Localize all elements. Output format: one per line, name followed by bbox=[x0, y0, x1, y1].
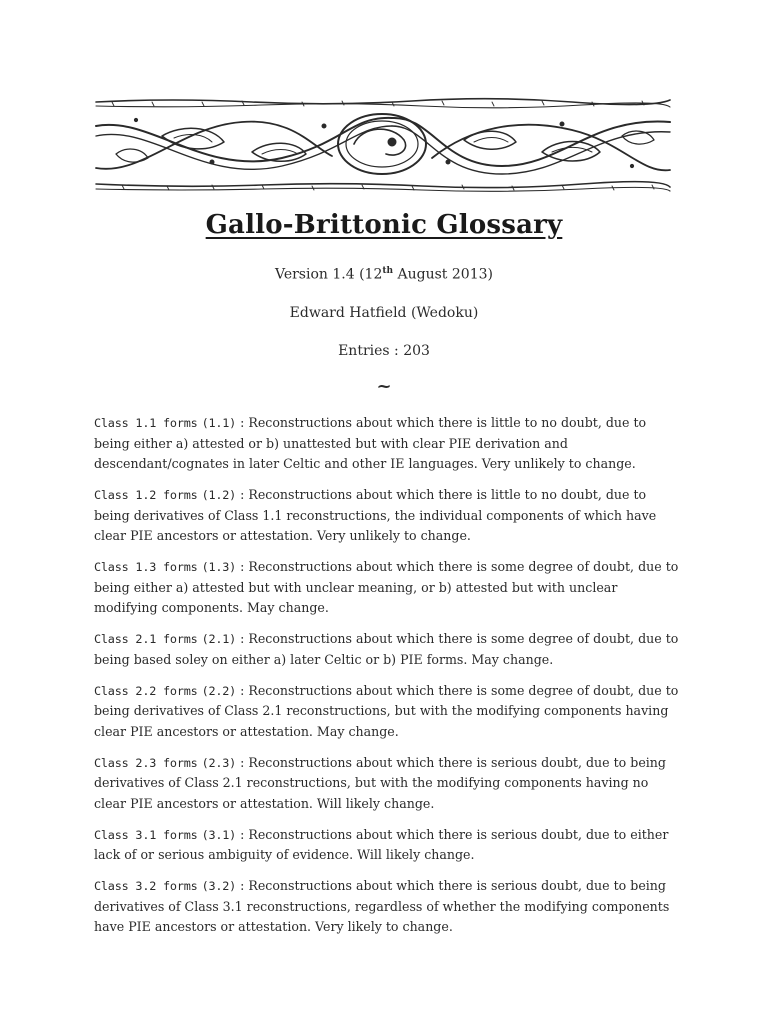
class-code: (3.2) bbox=[201, 879, 237, 893]
class-code: (2.2) bbox=[201, 683, 237, 698]
class-name: Class 3.1 forms bbox=[94, 827, 198, 842]
class-name: Class 1.1 forms bbox=[94, 416, 198, 430]
class-name: Class 1.2 forms bbox=[94, 488, 198, 502]
class-description: : Reconstructions about which there is serious doubt, due to being derivatives of Class 3.1 reconstructions, regardless of whether the modifying components have PIE ancestors or attestation. Very likely to change. bbox=[94, 878, 670, 934]
version-superscript: th bbox=[382, 266, 394, 276]
class-description: : Reconstructions about which there is some degree of doubt, due to being based soley on either a) later Celtic or b) PIE forms. May change. bbox=[94, 631, 679, 667]
document-title: Gallo-Brittonic Glossary bbox=[205, 210, 563, 240]
class-code: (2.1) bbox=[201, 632, 237, 646]
class-entry bbox=[94, 681, 684, 743]
class-name: Class 2.3 forms bbox=[94, 755, 198, 770]
class-code: (1.1) bbox=[201, 416, 237, 430]
celtic-knot-banner-illustration bbox=[92, 96, 674, 194]
class-name: Class 1.3 forms bbox=[94, 560, 198, 574]
version-prefix: Version 1.4 (12 bbox=[275, 266, 383, 283]
entries-count: Entries : 203 bbox=[338, 343, 430, 359]
class-description: : Reconstructions about which there is little to no doubt, due to being derivatives of Class 1.1 reconstructions, the individual components of which have clear PIE ancestors or attestation. Very unlikely to change. bbox=[94, 487, 657, 543]
section-separator: ~ bbox=[376, 376, 392, 397]
class-code: (2.3) bbox=[201, 755, 237, 770]
class-description: : Reconstructions about which there is serious doubt, due to either lack of or serious ambiguity of evidence. Will likely change. bbox=[94, 826, 669, 862]
class-description: : Reconstructions about which there is little to no doubt, due to being either a) attested or b) unattested but with clear PIE derivation and descendant/cognates in later Celtic and other IE languages. Very unlikely to change. bbox=[94, 415, 647, 471]
class-entry bbox=[94, 557, 684, 619]
class-entry bbox=[94, 413, 684, 475]
class-definitions-list bbox=[94, 413, 684, 948]
class-name: Class 2.2 forms bbox=[94, 683, 198, 698]
class-description: : Reconstructions about which there is some degree of doubt, due to being either a) attested but with unclear meaning, or b) attested but with unclear modifying components. May change. bbox=[94, 559, 679, 615]
class-description: : Reconstructions about which there is serious doubt, due to being derivatives of Class 2.1 reconstructions, but with the modifying components having no clear PIE ancestors or attestation. Will likely change. bbox=[94, 754, 666, 811]
class-entry bbox=[94, 629, 684, 670]
class-name: Class 2.1 forms bbox=[94, 632, 198, 646]
version-line bbox=[0, 266, 768, 283]
class-entry bbox=[94, 753, 684, 815]
class-code: (3.1) bbox=[201, 827, 237, 842]
author-line: Edward Hatfield (Wedoku) bbox=[289, 305, 479, 321]
class-code: (1.2) bbox=[201, 488, 237, 502]
class-entry bbox=[94, 825, 684, 866]
class-description: : Reconstructions about which there is some degree of doubt, due to being derivatives of Class 2.1 reconstructions, but with the modifying components having clear PIE ancestors or attestation. May change. bbox=[94, 682, 679, 739]
class-name: Class 3.2 forms bbox=[94, 879, 198, 893]
class-entry bbox=[94, 485, 684, 547]
version-suffix: August 2013) bbox=[393, 266, 493, 283]
class-code: (1.3) bbox=[201, 560, 237, 574]
class-entry bbox=[94, 876, 684, 938]
